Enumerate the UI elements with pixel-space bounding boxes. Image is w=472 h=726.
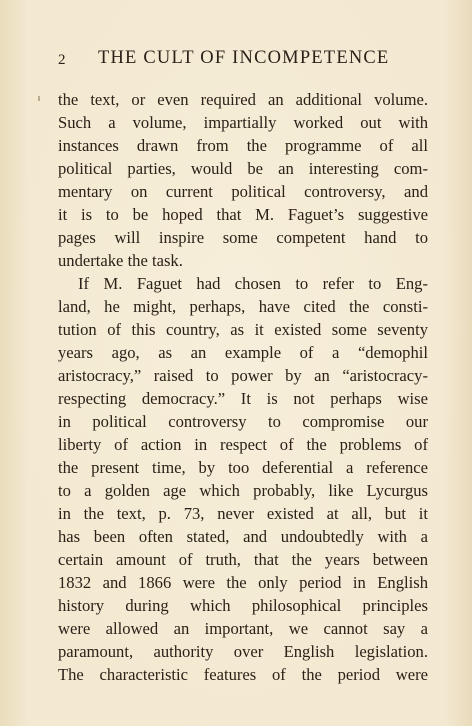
text-line: in the text, p. 73, never existed at all, but it	[58, 504, 428, 523]
text-line: instances drawn from the programme of all	[58, 136, 428, 155]
text-line: the present time, by too deferential a reference	[58, 458, 428, 477]
text-line: in political controversy to compromise our	[58, 412, 428, 431]
text-line: history during which philosophical principles	[58, 596, 428, 615]
text-line: paramount, authority over English legislation.	[58, 642, 428, 661]
text-line: mentary on current political controversy, and	[58, 182, 428, 201]
text-line: land, he might, perhaps, have cited the consti-	[58, 297, 428, 316]
running-title: THE CULT OF INCOMPETENCE	[98, 48, 390, 68]
text-line: pages will inspire some competent hand to	[58, 228, 428, 247]
text-line: has been often stated, and undoubtedly with a	[58, 527, 428, 546]
page-number: 2	[58, 52, 66, 68]
text-line: the text, or even required an additional volume.	[58, 90, 428, 109]
text-line: political parties, would be an interesting com-	[58, 159, 428, 178]
text-line: liberty of action in respect of the problems of	[58, 435, 428, 454]
text-line: If M. Faguet had chosen to refer to Eng-	[78, 274, 428, 293]
text-line: to a golden age which probably, like Lycurgus	[58, 481, 428, 500]
text-line: Such a volume, impartially worked out with	[58, 113, 428, 132]
text-line: were allowed an important, we cannot say a	[58, 619, 428, 638]
text-line: 1832 and 1866 were the only period in English	[58, 573, 428, 592]
body-text	[58, 88, 428, 686]
text-line: undertake the task.	[58, 251, 183, 270]
text-line: aristocracy,” raised to power by an “aristocracy-	[58, 366, 428, 385]
margin-mark	[38, 96, 40, 101]
text-line: respecting democracy.” It is not perhaps wise	[58, 389, 428, 408]
text-line: certain amount of truth, that the years between	[58, 550, 428, 569]
text-line: tution of this country, as it existed some seventy	[58, 320, 428, 339]
text-line: years ago, as an example of a “demophil	[58, 343, 428, 362]
text-line: it is to be hoped that M. Faguet’s suggestive	[58, 205, 428, 224]
text-line: The characteristic features of the period were	[58, 665, 428, 684]
running-head	[58, 48, 424, 74]
